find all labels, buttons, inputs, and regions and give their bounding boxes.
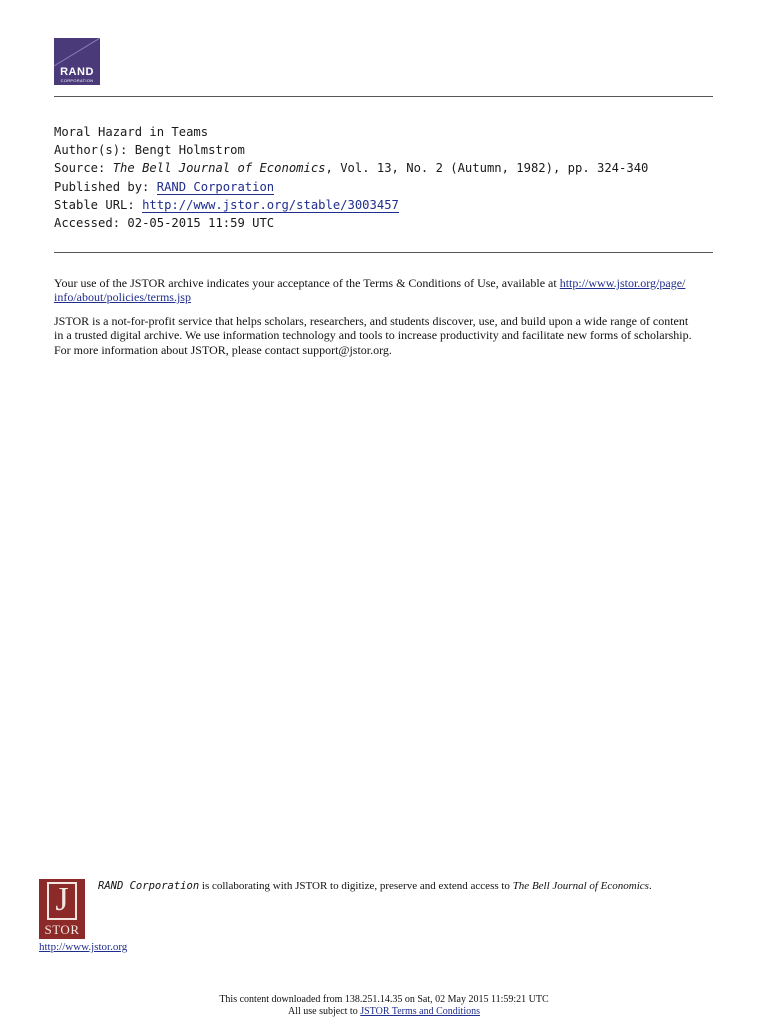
top-divider	[54, 96, 713, 97]
terms-section	[54, 276, 714, 366]
collab-text: is collaborating with JSTOR to digitize, preserve and extend access to	[199, 880, 513, 892]
stable-url-line	[54, 196, 648, 214]
footer-download-line: This content downloaded from 138.251.14.35 on Sat, 02 May 2015 11:59:21 UTC	[219, 994, 549, 1005]
footer-terms-prefix: All use subject to	[288, 1006, 361, 1017]
accessed-value: 02-05-2015 11:59 UTC	[127, 216, 275, 231]
jstor-info-line3: For more information about JSTOR, please contact support@jstor.org.	[54, 342, 392, 357]
source-label: Source:	[54, 161, 106, 176]
jstor-info-line2: in a trusted digital archive. We use information technology and tools to increase productivity and facilitate new forms of scholarship.	[54, 328, 692, 343]
collab-end: .	[648, 880, 652, 892]
collaboration-statement	[98, 880, 652, 892]
terms-link-part1[interactable]: http://www.jstor.org/page/	[559, 276, 686, 290]
citation-block	[54, 123, 648, 232]
source-line	[54, 159, 648, 177]
authors-value: Bengt Holmstrom	[134, 143, 245, 158]
rand-wordmark: RAND	[60, 66, 94, 78]
footer-terms-line	[0, 1006, 768, 1018]
authors-label: Author(s):	[54, 143, 128, 158]
jstor-info-paragraph	[54, 314, 714, 357]
jstor-logo-glyph: J	[55, 881, 69, 918]
download-footer	[0, 994, 768, 1018]
jstor-logo-name: STOR	[44, 922, 80, 937]
collab-journal: The Bell Journal of Economics	[512, 880, 649, 892]
authors-line	[54, 141, 648, 159]
publisher-link[interactable]: RAND Corporation	[156, 179, 275, 194]
source-details: , Vol. 13, No. 2 (Autumn, 1982), pp. 324-340	[325, 161, 649, 176]
stable-url-link[interactable]: http://www.jstor.org/stable/3003457	[142, 197, 399, 212]
jstor-info-line1: JSTOR is a not-for-profit service that helps scholars, researchers, and students discover, use, and build upon a wide range of content	[54, 313, 689, 328]
collab-publisher: RAND Corporation	[98, 880, 200, 892]
published-line	[54, 178, 648, 196]
published-label: Published by:	[54, 179, 150, 194]
accessed-label: Accessed:	[54, 216, 121, 231]
jstor-logo	[39, 879, 85, 939]
article-title: Moral Hazard in Teams	[54, 125, 209, 139]
journal-name: The Bell Journal of Economics	[112, 161, 326, 176]
stable-url-label: Stable URL:	[54, 197, 135, 212]
accessed-line	[54, 214, 648, 232]
rand-logo	[54, 38, 100, 85]
middle-divider	[54, 252, 713, 253]
footer-terms-link[interactable]: JSTOR Terms and Conditions	[360, 1006, 480, 1017]
terms-paragraph	[54, 276, 714, 305]
jstor-url	[39, 941, 127, 953]
jstor-home-link[interactable]: http://www.jstor.org	[39, 941, 128, 953]
terms-link-part2[interactable]: info/about/policies/terms.jsp	[54, 290, 191, 305]
terms-text: Your use of the JSTOR archive indicates your acceptance of the Terms & Conditions of Use, available at	[54, 276, 560, 290]
rand-subtitle: CORPORATION	[60, 78, 94, 83]
